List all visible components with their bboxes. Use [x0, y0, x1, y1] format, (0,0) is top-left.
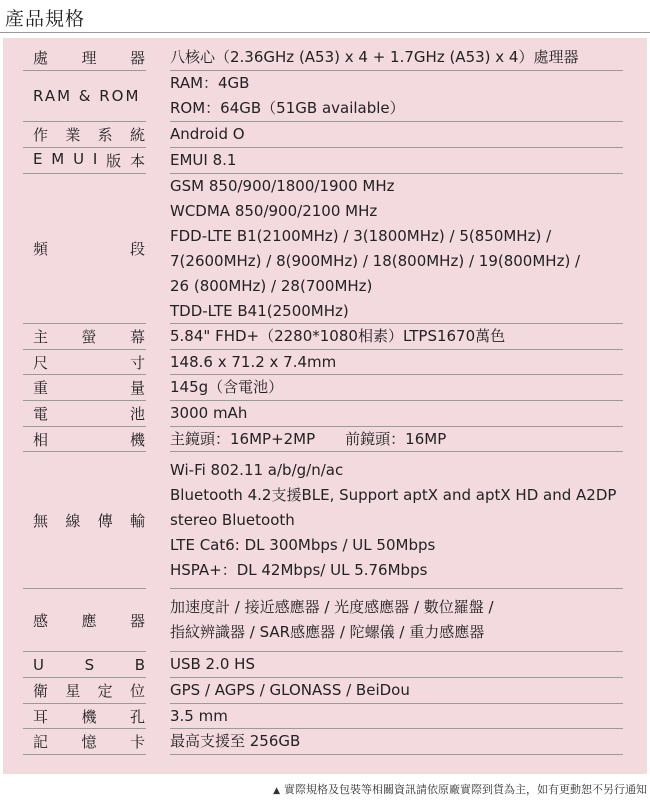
spec-value-line: HSPA+：DL 42Mbps/ UL 5.76Mbps — [170, 560, 428, 579]
spec-value — [170, 401, 623, 427]
spec-value-line: GPS / AGPS / GLONASS / BeiDou — [170, 681, 410, 699]
spec-value-line: 加速度計 / 接近感應器 / 光度感應器 / 數位羅盤 / — [170, 598, 494, 616]
spec-label — [23, 652, 146, 678]
spec-label-text: U S B — [33, 655, 145, 674]
spec-gap — [146, 122, 170, 148]
triangle-icon: ▲ — [273, 786, 280, 796]
spec-value-line: RAM：4GB — [170, 74, 250, 92]
spec-row — [23, 589, 623, 652]
footer-note — [273, 781, 647, 797]
spec-label — [23, 678, 146, 704]
spec-label-text: 電 池 — [33, 405, 145, 423]
spec-label — [23, 427, 146, 452]
spec-row — [23, 401, 623, 427]
page-title: 產品規格 — [5, 8, 86, 30]
spec-label — [23, 375, 146, 401]
spec-value-line: EMUI 8.1 — [170, 151, 237, 169]
spec-value-line: ROM：64GB（51GB available） — [170, 99, 405, 117]
spec-value-line: 3.5 mm — [170, 706, 228, 725]
spec-gap — [146, 375, 170, 401]
spec-row — [23, 729, 623, 755]
spec-value-line: 5.84" FHD+（2280*1080相素）LTPS1670萬色 — [170, 327, 506, 345]
spec-label — [23, 148, 146, 174]
spec-label — [23, 452, 146, 589]
spec-value — [170, 589, 623, 652]
spec-value-line: 最高支援至 256GB — [170, 732, 301, 750]
spec-row — [23, 704, 623, 729]
spec-gap — [146, 174, 170, 324]
spec-label — [23, 704, 146, 729]
spec-label — [23, 589, 146, 652]
spec-value-line: 八核心（2.36GHz (A53) x 4 + 1.7GHz (A53) x 4）處理器 — [170, 48, 579, 66]
spec-value — [170, 452, 623, 589]
spec-label — [23, 45, 146, 71]
spec-row — [23, 350, 623, 375]
spec-label — [23, 401, 146, 427]
spec-value-line: TDD-LTE B41(2500MHz) — [170, 301, 349, 320]
spec-gap — [146, 350, 170, 375]
spec-label — [23, 729, 146, 755]
spec-value — [170, 148, 623, 174]
spec-value-line: 7(2600MHz) / 8(900MHz) / 18(800MHz) / 19(800MHz) / — [170, 251, 581, 270]
spec-value-line: stereo Bluetooth — [170, 510, 295, 529]
spec-value-line: USB 2.0 HS — [170, 655, 255, 673]
spec-row — [23, 45, 623, 71]
spec-gap — [146, 401, 170, 427]
spec-table — [23, 45, 623, 755]
spec-label-text: 無 線 傳 輸 — [33, 511, 145, 530]
spec-row — [23, 427, 623, 452]
spec-gap — [146, 704, 170, 729]
spec-row — [23, 452, 623, 589]
spec-value-line: 145g（含電池） — [170, 378, 284, 396]
spec-label-text: 相 機 — [33, 430, 145, 449]
spec-value — [170, 350, 623, 375]
spec-value — [170, 652, 623, 678]
spec-value-line: 26 (800MHz) / 28(700MHz) — [170, 276, 373, 295]
spec-value-line: WCDMA 850/900/2100 MHz — [170, 201, 378, 220]
spec-gap — [146, 589, 170, 652]
spec-row — [23, 122, 623, 148]
spec-row — [23, 174, 623, 324]
spec-gap — [146, 148, 170, 174]
spec-gap — [146, 452, 170, 589]
spec-gap — [146, 45, 170, 71]
spec-label — [23, 174, 146, 324]
spec-value-line: 主鏡頭：16MP+2MP 前鏡頭：16MP — [170, 429, 447, 448]
spec-value — [170, 324, 623, 350]
spec-value-line: Wi-Fi 802.11 a/b/g/n/ac — [170, 460, 344, 479]
spec-gap — [146, 427, 170, 452]
spec-gap — [146, 652, 170, 678]
spec-label-text: 感 應 器 — [33, 611, 145, 630]
spec-label — [23, 71, 146, 122]
spec-label-text: 處 理 器 — [33, 49, 145, 67]
spec-label-text: 耳 機 孔 — [33, 707, 145, 726]
spec-gap — [146, 324, 170, 350]
title-divider — [0, 32, 650, 33]
spec-row — [23, 652, 623, 678]
spec-value-line: Bluetooth 4.2支援BLE, Support aptX and aptX HD and A2DP — [170, 485, 617, 504]
spec-row — [23, 71, 623, 122]
spec-value-line: Android O — [170, 125, 245, 143]
spec-value — [170, 71, 623, 122]
spec-value — [170, 375, 623, 401]
spec-label-text: 重 量 — [33, 379, 145, 397]
spec-row — [23, 148, 623, 174]
spec-label-text: 尺 寸 — [33, 353, 145, 372]
spec-label-text: 作 業 系 統 — [33, 126, 145, 144]
spec-value — [170, 45, 623, 71]
spec-gap — [146, 678, 170, 704]
spec-value-line: FDD-LTE B1(2100MHz) / 3(1800MHz) / 5(850MHz) / — [170, 226, 552, 245]
footer-note-text: 實際規格及包裝等相關資訊請依原廠實際到貨為主，如有更動恕不另行通知 — [284, 783, 647, 796]
spec-row — [23, 324, 623, 350]
spec-label-text: 頻 段 — [33, 240, 145, 258]
spec-value — [170, 729, 623, 755]
spec-value-line: 3000 mAh — [170, 404, 248, 422]
spec-value-line: 指紋辨識器 / SAR感應器 / 陀螺儀 / 重力感應器 — [170, 623, 485, 641]
spec-row — [23, 678, 623, 704]
spec-value-line: LTE Cat6: DL 300Mbps / UL 50Mbps — [170, 535, 436, 554]
spec-value — [170, 678, 623, 704]
spec-value-line: 148.6 x 71.2 x 7.4mm — [170, 352, 337, 371]
spec-value — [170, 704, 623, 729]
spec-label-text: 記 憶 卡 — [33, 733, 145, 751]
spec-value — [170, 174, 623, 324]
spec-label — [23, 350, 146, 375]
spec-label — [23, 324, 146, 350]
spec-value-line: GSM 850/900/1800/1900 MHz — [170, 176, 395, 195]
spec-gap — [146, 729, 170, 755]
spec-value — [170, 122, 623, 148]
spec-value — [170, 427, 623, 452]
spec-label-text: RAM & ROM — [33, 87, 141, 105]
spec-row — [23, 375, 623, 401]
spec-label-text: E M U I 版 本 — [33, 150, 145, 170]
spec-gap — [146, 71, 170, 122]
spec-label-text: 衛 星 定 位 — [33, 682, 145, 700]
spec-label — [23, 122, 146, 148]
spec-label-text: 主 螢 幕 — [33, 328, 145, 346]
